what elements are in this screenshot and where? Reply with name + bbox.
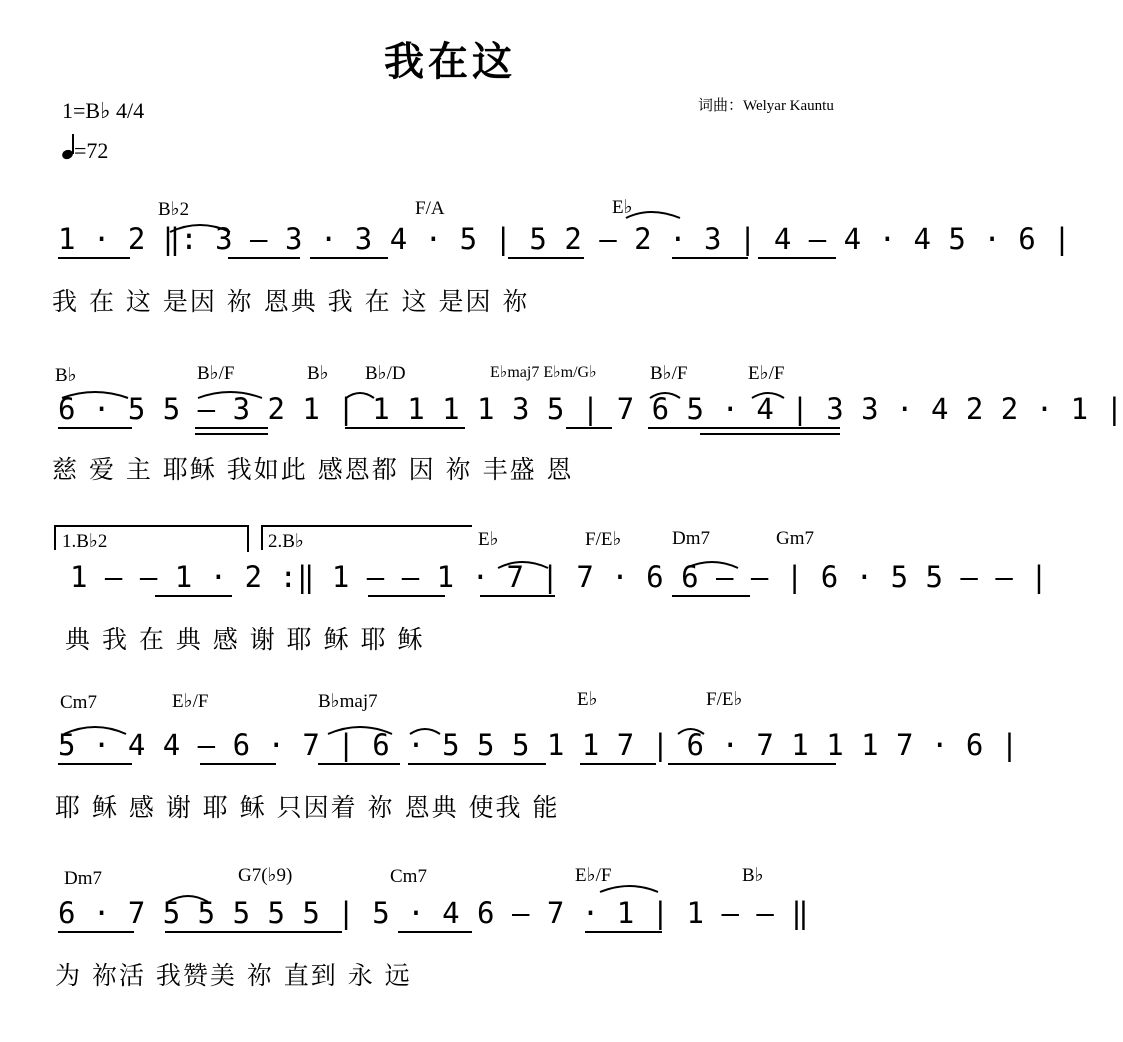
chord: E♭ <box>577 689 598 710</box>
chord: Cm7 <box>390 866 427 887</box>
chord: B♭maj7 <box>318 691 378 712</box>
notation-line: 5 · 4 4 — 6 · 7 | 6 · 5 5 5 1 1 7 | 6 · 7 1 1 1 7 · 6 | <box>58 728 1019 762</box>
chord: E♭/F <box>748 363 785 384</box>
lyrics-line: 耶 稣 感 谢 耶 稣 只因着 祢 恩典 使我 能 <box>55 793 560 822</box>
chord: G7(♭9) <box>238 865 293 886</box>
chord: B♭ <box>742 865 764 886</box>
chord: B♭ <box>307 363 329 384</box>
song-title: 我在这 <box>384 38 516 85</box>
chord: B♭/D <box>365 363 406 384</box>
chord: B♭ <box>55 365 77 386</box>
chord: E♭ <box>478 529 499 550</box>
chord: F/E♭ <box>706 689 743 710</box>
lyrics-line: 我 在 这 是因 祢 恩典 我 在 这 是因 祢 <box>52 287 530 316</box>
chord: Dm7 <box>672 528 710 549</box>
chord: Gm7 <box>776 528 814 549</box>
notation-line: 6 · 5 5 — 3 2 1 | 1 1 1 1 3 5 | 7 6 5 · 4 | 3 3 · 4 2 2 · 1 | <box>58 392 1123 426</box>
lyrics-line: 慈 爱 主 耶稣 我如此 感恩都 因 祢 丰盛 恩 <box>52 455 574 484</box>
key-signature: 1=B♭ 4/4 <box>62 98 145 123</box>
notation-line: 1 — — 1 · 2 :‖ 1 — — 1 · 7 | 7 · 6 6 — — | 6 · 5 5 — — | <box>70 560 1048 594</box>
credit-line: 词曲：Welyar Kauntu <box>698 98 834 114</box>
chord: Dm7 <box>64 868 102 889</box>
chord: B♭/F <box>197 363 235 384</box>
ending-2-label: 2.B♭ <box>268 531 304 552</box>
chord: F/A <box>415 198 445 219</box>
notation-line: 6 · 7 5 5 5 5 5 | 5 · 4 6 — 7 · 1 | 1 — — ‖ <box>58 896 809 930</box>
tempo-marking: =72 <box>62 138 108 164</box>
chord: B♭2 <box>158 199 190 220</box>
chord: E♭ <box>612 197 633 218</box>
lyrics-line: 为 祢活 我赞美 祢 直到 永 远 <box>55 961 412 990</box>
ending-1-label: 1.B♭2 <box>62 531 108 552</box>
chord: E♭/F <box>575 865 612 886</box>
chord: F/E♭ <box>585 529 622 550</box>
chord: E♭maj7 E♭m/G♭ <box>490 364 597 381</box>
chord: E♭/F <box>172 691 209 712</box>
chord: Cm7 <box>60 692 97 713</box>
lyrics-line: 典 我 在 典 感 谢 耶 稣 耶 稣 <box>65 625 425 654</box>
notation-line: 1 · 2 ‖: 3 — 3 · 3 4 · 5 | 5 2 — 2 · 3 | 4 — 4 · 4 5 · 6 | <box>58 222 1071 256</box>
chord: B♭/F <box>650 363 688 384</box>
